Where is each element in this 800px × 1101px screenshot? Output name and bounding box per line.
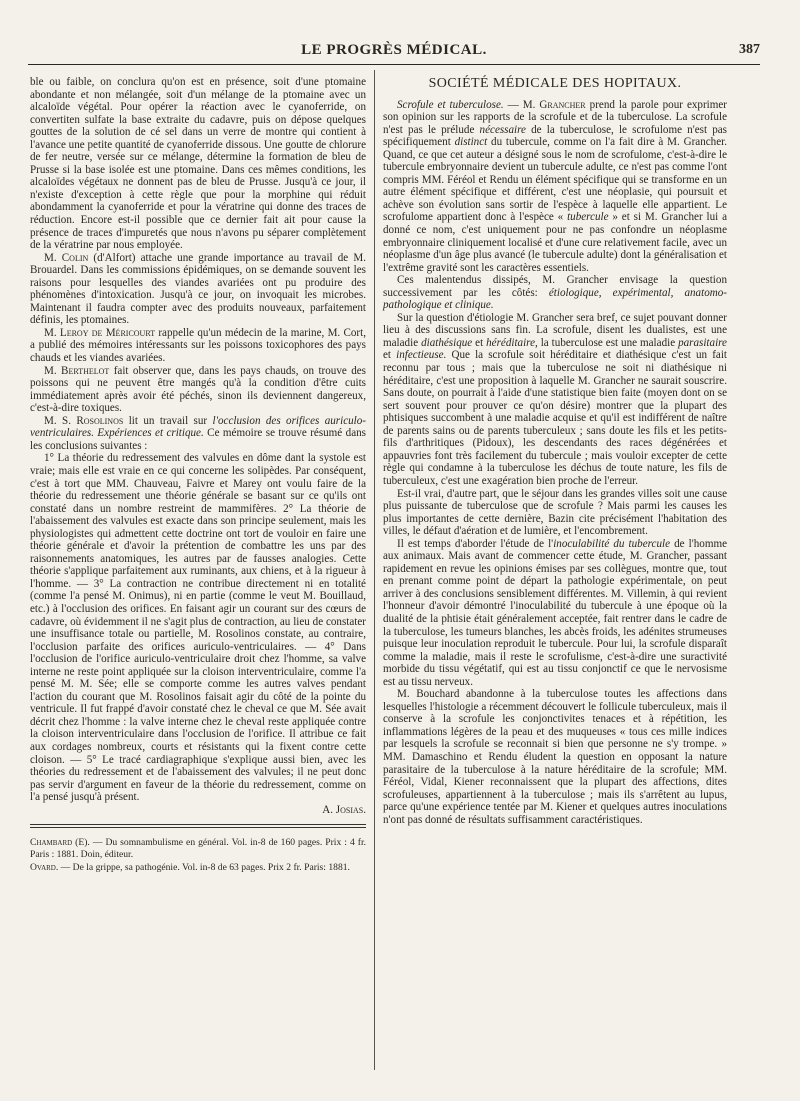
paragraph: M. Leroy de Méricourt rappelle qu'un médecin de la marine, M. Cort, a publié des mémoires intéressants sur les poissons toxicophores des pays chauds et les viandes avariées. [30, 326, 366, 365]
paragraph: ble ou faible, on conclura qu'on est en présence, soit d'une ptomaine abondante et non mélangée, soit d'un mélange de la ptomaine avec un alcaloïde végétal. Pour opérer la réaction avec le cyanoferride, on convertiten sulfate la base extraite du cadavre, puis on dépose quelques gouttes de la solution de cé sel dans un verre de montre qui contient à l'avance une petite quantité de cyanoferride dissous. Une goutte de chlorure de fer neutre, versée sur ce mélange, détermine la formation de bleu de Prusse si la base isolée est une ptomaine. Dans ces mêmes conditions, les alcaloïdes végétaux ne donnent pas de bleu de Prusse. Jusqu'à ce jour, il n'existe d'exception à cette règle que pour la morphine qui réduit abondamment la cyanoferride et pour la vératrine qui donne des traces de réduction. Encore est-il possible que ce dernier fait ait pour cause la présence de traces d'impuretés que nous n'avons pu séparer complètement de la vératrine par nous employée. [30, 76, 366, 252]
bibliography-notes [30, 837, 366, 873]
paragraph: Il est temps d'aborder l'étude de l'inoculabilité du tubercule de l'homme aux animaux. Mais avant de commencer cette étude, M. Grancher, passant rapidement en revue les opinions émises par ses collègues, montre que, tout en prenant comme point de départ la pathologie expérimentale, on peut arriver à des conclusions sensiblement différentes. M. Villemin, à qui revient l'honneur d'avoir démontré l'inoculabilité du tubercule à une époque où la dualité de la phtisie était généralement acceptée, fait rentrer dans le cadre de la tuberculose, les tumeurs blanches, les abcès froids, les adénites strumeuses puisque leur inoculation reproduit le tubercule. Pour lui, la scrofule disparaît comme la maladie, mais il reste le scrofulisme, c'est-à-dire une suractivité morbide du tissu végétatif, qui est au tissu conjonctif ce que le nervosisme est au tissu nerveux. [383, 537, 728, 688]
paragraph: Est-il vrai, d'autre part, que le séjour dans les grandes villes soit une cause plus puissante de tuberculose que de scrofule ? Mais parmi les causes les plus importantes de cette dernière, Bazin cite précisément l'habitation des villes, le défaut d'aération et de lumière, et l'encombrement. [383, 487, 727, 538]
speaker-name: M. S. Rosolinos [44, 414, 124, 427]
paragraph: Ces malentendus dissipés, M. Grancher envisage la question successivement par les côtés: étiologique, expérimental, anatomo-pathologique et clinique. [383, 274, 727, 312]
signature: A. Josias. [322, 803, 366, 816]
speaker-name: M. Leroy de Méricourt [44, 326, 156, 339]
double-rule [30, 824, 366, 828]
journal-title: LE PROGRÈS MÉDICAL. [301, 42, 487, 58]
speaker-name: M. Berthelot [44, 364, 110, 377]
paragraph: M. Bouchard abandonne à la tuberculose toutes les affections dans lesquelles l'histologie a récemment découvert le follicule tuberculeux, mais il conserve à la scrofule les conjonctivites tenaces et à répétition, les inflammations légères de la peau et des muqueuses « tous ces mille indices par lesquels la scrofule se reconnait si bien que personne ne s'y trompe. » MM. Damaschino et Rendu éludent la question en opposant la nature parasitaire de la tuberculose à la nature héréditaire de la scrofule; MM. Féréol, Vidal, Kiener reconnaissent que la plupart des affections, dites scrofuleuses, appartiennent à la tuberculose ; mais ils s'arrêtent au lupus, parce qu'une expérience tentée par M. Kiener et quelques autres inoculations n'ont pas donné de résultats suffisamment caractéristiques. [383, 688, 727, 826]
paragraph: Scrofule et tuberculose. — M. Grancher prend la parole pour exprimer son opinion sur les rapports de la scrofule et de la tuberculose. La scrofule n'est pas le prélude nécessaire de la tuberculose, le scrofulome n'est pas spécifiquement distinct du tubercule, comme on l'a fait dire à M. Grancher. Quand, ce que cet auteur a désigné sous le nom de scrofulome, c'est-à-dire le tubercule embryonnaire devient un tubercule adulte, ce n'est pas comme l'ont compris MM. Féréol et Rendu un élément spécifique qui se transforme en un autre élément spécifique et différent, c'est une néoplasie, qui poursuit et achève son évolution sans sortir de l'espèce à laquelle elle appartient. Le scrofulome appartient donc à l'espèce « tubercule » et si M. Grancher lui a donné ce nom, c'est uniquement pour ne pas confondre un néoplasme embryonnaire cliniquement localisé et d'une cure relativement facile, avec un néoplasme d'un âge plus avancé (le tubercule adulte) dont la généralisation et l'extrême gravité sont les caractères essentiels. [383, 98, 728, 274]
paragraph: M. Berthelot fait observer que, dans les pays chauds, on trouve des poissons qui ne peuvent être mangés qu'à la condition d'être cuits immédiatement après avoir été péchés, sinon ils deviennent dangereux, c'est-à-dire toxiques. [30, 364, 366, 415]
paragraph: Sur la question d'étiologie M. Grancher sera bref, ce sujet pouvant donner lieu à des discussions sans fin. La scrofule, disent les dualistes, est une maladie diathésique et héréditaire, la tuberculose est une maladie parasitaire et infectieuse. Que la scrofule soit héréditaire et diathésique c'est un fait reconnu par tous ; mais que la tuberculose ne soit ni diathésique ni héréditaire, c'est une proposition à laquelle M. Grancher ne saurait souscrire. Sans doute, on pourrait à l'aide d'une statistique bien faite (moyen dont on se sert souvent pour prouver ce qu'on désire) montrer que la plupart des phtisiques succombent à une maladie acquise et qu'il est indifférent de naître de parents sains ou de parents tuberculeux ; sans doute les fils et les petits-fils d'arthritiques (Pidoux), les descendants des races dégénérées et appauvries font très facilement du tubercule ; mais vouloir excepter de cette règle qui condamne à la tuberculose les déchus de toute nature, les fils de tuberculeux, c'est une exagération bien proche de l'erreur. [383, 311, 727, 487]
work-title: l'occlusion des orifices auriculo-ventriculaires. Expériences et critique. [30, 414, 367, 440]
speaker-name: M. Colin [44, 251, 89, 264]
speaker-name: Grancher [539, 98, 586, 111]
paragraph: 1° La théorie du redressement des valvules en dôme dant la systole est vraie; mais elle est vraie en ce qui concerne les solipèdes. Par conséquent, c'est à tort que MM. Chauveau, Faivre et Marey ont voulu faire de la théorie du redressement une théorie générale se basant sur ce qu'ils ont constaté dans un nombre restreint de mammifères. 2° La théorie de l'abaissement des valvules est exacte dans son principe seulement, mais les physiologistes qui admettent cette doctrine ont tort de vouloir en faire une théorie générale et d'avoir la prétention de combattre les uns par des raisonnements anatomiques, les autres par de fausses analogies. Cette théorie s'applique parfaitement aux ruminants, aux chiens, et à la rigueur à l'homme. — 3° La contraction ne contribue directement ni en totalité (comme l'a pensé M. Onimus), ni en partie (comme le veut M. Bouillaud, etc.) à l'occlusion des orifices. En faisant agir un courant sur des cœurs de cadavre, où évidemment il ne s'agit plus de contraction, au lieu de constater une insuffisance totale ou partielle, M. Rosolinos constate, au contraire, l'occlusion parfaite des orifices auriculo-ventriculaires. — 4° Dans l'occlusion de l'orifice auriculo-ventriculaire droit chez l'homme, sa valve interne ne reste point appliquée sur la cloison interventriculaire, comme l'a pensé M. M. Sée; elle se comporte comme les autres valves pendant l'action du courant que M. Rosolinos faisait agir du côté de la pointe du ventricule. Il fut frappé d'avoir constaté chez le cheval ce que M. Sée avait décrit chez l'homme : la valve interne chez le cheval reste appliquée contre la cloison interventriculaire dans l'occlusion de l'orifice. Il attribue ce fait aux cordages nombreux, courts et résistants qui la fixent contre cette cloison. — 5° Le tracé cardiagraphique s'explique aussi bien, avec les théories du redressement et de l'abaissement des valvules; il ne peut donc pas servir d'argument en faveur de la théorie du redressement, comme on l'a pensé jusqu'à présent. [30, 452, 366, 804]
bibliography-entry: Ovard. — De la grippe, sa pathogénie. Vol. in-8 de 63 pages. Prix 2 fr. Paris: 1881. [30, 861, 350, 873]
paragraph: M. S. Rosolinos lit un travail sur l'occlusion des orifices auriculo-ventriculaires. Expériences et critique. Ce mémoire se trouve résumé dans les conclusions suivantes : [30, 414, 367, 452]
bibliography-entry: Chambard (E). — Du somnambulisme en général. Vol. in-8 de 160 pages. Prix : 4 fr. Paris : 1881. Doin, éditeur. [30, 837, 367, 860]
running-header [28, 42, 760, 65]
section-title: SOCIÉTÉ MÉDICALE DES HOPITAUX. [428, 76, 682, 91]
paragraph: M. Colin (d'Alfort) attache une grande importance au travail de M. Brouardel. Dans les commissions épidémiques, on se demande souvent les raisons pour lesquelles des viandes avariées ont pu produire des phénomènes d'intoxication. Jusqu'à ce jour, on invoquait les microbes. Maintenant il faudra compter avec des produits nouveaux, parfaitement définis, les ptomaines. [30, 251, 366, 327]
page-number: 387 [739, 42, 760, 57]
signature-line [30, 804, 366, 817]
right-column [383, 76, 727, 826]
column-divider [374, 70, 375, 1070]
left-column [30, 76, 366, 875]
